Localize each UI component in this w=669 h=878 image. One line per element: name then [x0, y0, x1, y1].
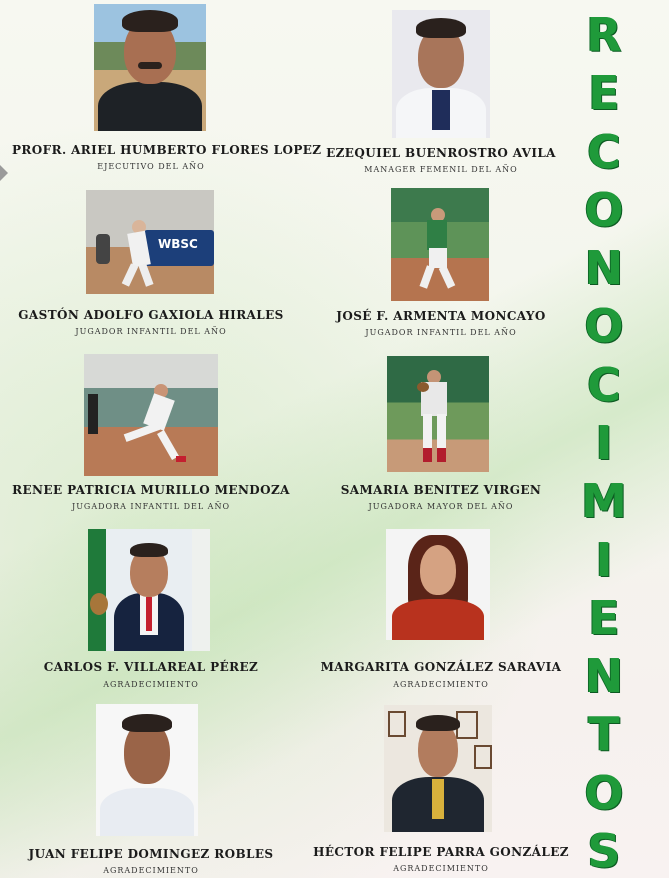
title-letter: N: [584, 649, 624, 704]
honoree-name: EZEQUIEL BUENROSTRO AVILA: [326, 146, 556, 160]
honoree-award: JUGADOR INFANTIL DEL AÑO: [75, 327, 227, 336]
honoree-award: AGRADECIMIENTO: [393, 864, 489, 873]
title-letter: O: [584, 182, 624, 237]
title-letter: T: [588, 707, 620, 762]
honoree-name: JOSÉ F. ARMENTA MONCAYO: [336, 309, 546, 323]
honoree-award: AGRADECIMIENTO: [103, 680, 199, 689]
wbsc-banner-text: WBSC: [158, 237, 198, 251]
title-letter: I: [595, 532, 613, 587]
portrait-photo: [384, 705, 492, 832]
action-photo: [391, 188, 489, 301]
action-photo: [86, 190, 214, 294]
action-photo: [84, 354, 218, 476]
honoree-name: GASTÓN ADOLFO GAXIOLA HIRALES: [18, 308, 284, 322]
honoree-award: AGRADECIMIENTO: [103, 866, 199, 875]
action-photo: [387, 356, 489, 472]
honoree-award: MANAGER FEMENIL DEL AÑO: [364, 165, 518, 174]
title-letter: E: [588, 590, 620, 645]
title-letter: I: [595, 415, 613, 470]
honoree-award: AGRADECIMIENTO: [393, 680, 489, 689]
honoree-name: JUAN FELIPE DOMINGEZ ROBLES: [28, 847, 274, 861]
honoree-name: CARLOS F. VILLAREAL PÉREZ: [43, 660, 259, 674]
honoree-name: RENEE PATRICIA MURILLO MENDOZA: [12, 483, 290, 497]
honoree-name: SAMARIA BENITEZ VIRGEN: [340, 483, 542, 497]
honoree-award: JUGADORA MAYOR DEL AÑO: [368, 502, 514, 511]
portrait-photo: [386, 529, 490, 640]
title-letter: S: [587, 823, 621, 878]
honoree-name: PROFR. ARIEL HUMBERTO FLORES LOPEZ: [12, 143, 322, 157]
portrait-photo: [88, 529, 210, 651]
title-letter: O: [584, 765, 624, 820]
title-letter: R: [586, 8, 622, 62]
vertical-title-reconocimientos: [568, 8, 640, 878]
title-letter: N: [584, 241, 624, 296]
portrait-photo: [94, 4, 206, 131]
honoree-name: MARGARITA GONZÁLEZ SARAVIA: [320, 660, 562, 674]
honoree-award: EJECUTIVO DEL AÑO: [97, 162, 205, 171]
honoree-award: JUGADORA INFANTIL DEL AÑO: [71, 502, 231, 511]
page-marker-arrow: [0, 165, 8, 181]
title-letter: C: [587, 124, 621, 179]
title-letter: C: [587, 357, 621, 412]
title-letter: M: [581, 474, 627, 529]
honoree-award: JUGADOR INFANTIL DEL AÑO: [365, 328, 517, 337]
title-letter: E: [588, 66, 620, 121]
title-letter: O: [584, 299, 624, 354]
portrait-photo: [96, 704, 198, 836]
honoree-name: HÉCTOR FELIPE PARRA GONZÁLEZ: [313, 845, 569, 859]
portrait-photo: [392, 10, 490, 138]
